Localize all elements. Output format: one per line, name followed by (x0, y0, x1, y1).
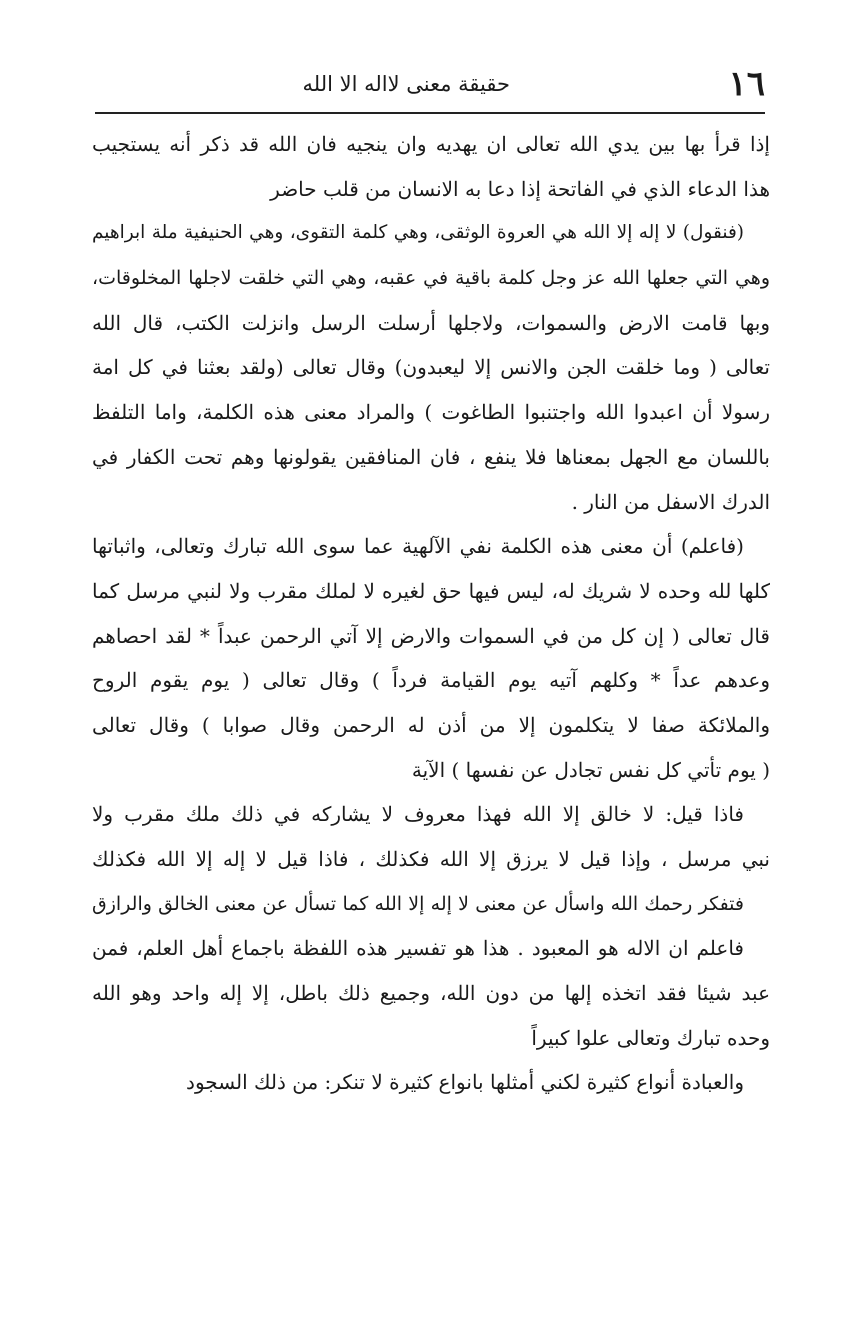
text-line: باللسان مع الجهل بمعناها فلا ينفع ، فان المنافقين يقولونها وهم تحت الكفار في (92, 444, 770, 469)
text-line: قال تعالى ( إن كل من في السموات والارض إلا آتي الرحمن عبداً * لقد احصاهم (92, 623, 770, 648)
text-line: وبها قامت الارض والسموات، ولاجلها أرسلت الرسل وانزلت الكتب، قال الله (92, 310, 770, 335)
text-line: هذا الدعاء الذي في الفاتحة إذا دعا به الانسان من قلب حاضر (270, 176, 770, 201)
text-line: تعالى ( وما خلقت الجن والانس إلا ليعبدون) وقال تعالى (ولقد بعثنا في كل امة (92, 355, 770, 380)
text-line: فتفكر رحمك الله واسأل عن معنى لا إله إلا الله كما تسأل عن معنى الخالق والرازق (92, 892, 744, 915)
text-line: إذا قرأ بها بين يدي الله تعالى ان يهديه وان ينجيه فان الله قد ذكر أنه يستجيب (92, 132, 770, 156)
running-title: حقيقة معنى لااله الا الله (302, 72, 510, 96)
text-line: كلها لله وحده لا شريك له، ليس فيها حق لغيره لا لملك مقرب ولا لنبي مرسل كما (92, 578, 770, 603)
text-line: ( يوم تأتي كل نفس تجادل عن نفسها ) الآية (411, 757, 770, 782)
text-line: والملائكة صفا لا يتكلمون إلا من أذن له الرحمن وقال صوابا ) وقال تعالى (92, 712, 770, 737)
text-line: وهي التي جعلها الله عز وجل كلمة باقية في عقبه، وهي التي خلقت لاجلها المخلوقات، (92, 267, 770, 290)
text-line: والعبادة أنواع كثيرة لكني أمثلها بانواع كثيرة لا تنكر: من ذلك السجود (186, 1070, 744, 1095)
text-line: (فنقول) لا إله إلا الله هي العروة الوثقى، وهي كلمة التقوى، وهي الحنيفية ملة ابراهيم (92, 222, 744, 244)
text-line: فاعلم ان الاله هو المعبود . هذا هو تفسير هذه اللفظة باجماع أهل العلم، فمن (92, 936, 744, 961)
text-line: فاذا قيل: لا خالق إلا الله فهذا معروف لا يشاركه في ذلك ملك مقرب ولا (92, 802, 744, 827)
page-number: ١٦ (728, 64, 765, 104)
text-line: رسولا أن اعبدوا الله واجتنبوا الطاغوت ) والمراد معنى هذه الكلمة، واما التلفظ (92, 400, 770, 425)
running-header (95, 64, 765, 104)
text-line: نبي مرسل ، وإذا قيل لا يرزق إلا الله فكذلك ، فاذا قيل لا إله إلا الله فكذلك (92, 847, 770, 871)
text-line: (فاعلم) أن معنى هذه الكلمة نفي الآلهية عما سوى الله تبارك وتعالى، واثباتها (92, 534, 744, 559)
text-line: الدرك الاسفل من النار . (571, 489, 770, 514)
body-text (92, 122, 770, 1105)
text-line: وعدهم عداً * وكلهم آتيه يوم القيامة فرداً ) وقال تعالى ( يوم يقوم الروح (92, 668, 770, 693)
text-line: عبد شيئا فقد اتخذه إلها من دون الله، وجميع ذلك باطل، إلا إله واحد وهو الله (92, 981, 770, 1006)
header-rule (95, 112, 765, 114)
text-line: وحده تبارك وتعالى علوا كبيراً (531, 1025, 770, 1050)
